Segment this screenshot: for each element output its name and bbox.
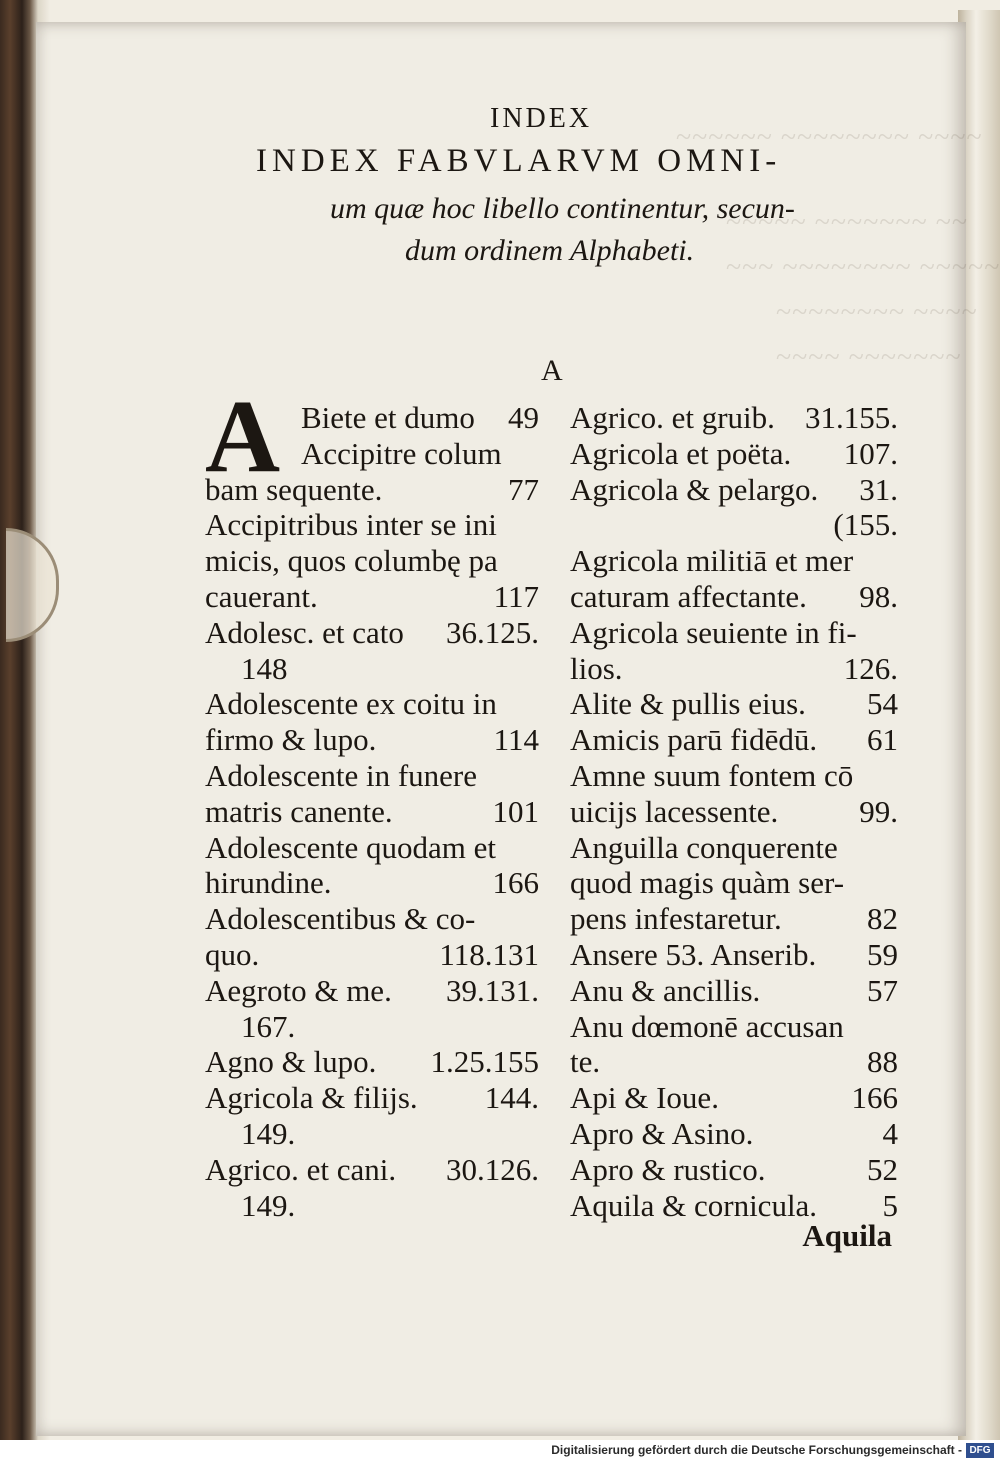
entry-title: Agricola & filijs. xyxy=(205,1080,418,1116)
index-entry xyxy=(205,507,539,543)
entry-page-number: 57 xyxy=(867,972,898,1008)
index-entry xyxy=(570,1009,898,1045)
index-entry xyxy=(205,472,539,508)
entry-title: Aquila & cornicula. xyxy=(570,1187,818,1223)
entry-title: Api & Ioue. xyxy=(570,1080,719,1116)
index-entry xyxy=(570,794,898,830)
entry-title: matris canente. xyxy=(205,793,393,829)
entry-page-number: 82 xyxy=(867,901,898,937)
index-subtitle-line-2: dum ordinem Alphabeti. xyxy=(405,234,695,267)
entry-title: Biete et dumo xyxy=(301,400,475,435)
footer-bar xyxy=(0,1440,1000,1462)
drop-capital: A xyxy=(205,379,281,494)
entry-page-number: 101 xyxy=(492,793,539,829)
dfg-logo-icon: DFG xyxy=(966,1443,994,1458)
index-title: INDEX FABVLARVM OMNI- xyxy=(256,143,782,179)
entry-title: Agricola militiā et mer xyxy=(570,543,854,579)
entry-title: quod magis quàm ser- xyxy=(570,865,845,901)
entry-page-number: (155. xyxy=(833,507,898,543)
entry-title: bam sequente. xyxy=(205,471,383,507)
index-entry xyxy=(570,865,898,901)
entry-page-number: 1.25.155 xyxy=(430,1044,539,1080)
book-page: ~~~~~~ ~~~~~~~~ ~~~~ ~~~~~ ~~~~~~~ ~~ ~~~ ~~~~~~~~ ~~~~~ ~~~~~~~~ ~~~~ ~~~~ ~~~~~~~ xyxy=(36,22,966,1436)
entry-page-number: 99. xyxy=(859,793,898,829)
entry-title: Adolescente quodam et xyxy=(205,829,496,865)
entry-page-number: 49 xyxy=(508,400,539,435)
entry-title: te. xyxy=(570,1044,601,1080)
entry-title: Adolescente ex coitu in xyxy=(205,686,497,722)
index-entry xyxy=(570,507,898,543)
entry-title: Aegroto & me. xyxy=(205,972,392,1008)
entry-title: caturam affectante. xyxy=(570,578,807,614)
entry-page-number: 126. xyxy=(843,650,898,686)
entry-title: Agricola et poëta. xyxy=(570,435,792,471)
index-entry xyxy=(570,937,898,973)
entry-page-number: 114 xyxy=(493,722,539,758)
entry-page-number: 54 xyxy=(867,686,898,722)
index-subtitle-line-1: um quæ hoc libello continentur, secun- xyxy=(330,192,795,225)
entry-title: 167. xyxy=(241,1008,296,1044)
index-entry xyxy=(570,722,898,758)
funding-credit: Digitalisierung gefördert durch die Deutsche Forschungsgemeinschaft - xyxy=(551,1443,962,1457)
index-column-left xyxy=(205,400,539,1223)
entry-title: Adolesc. et cato xyxy=(205,614,404,650)
entry-title: 148 xyxy=(241,650,288,686)
index-entry xyxy=(205,722,539,758)
index-entry xyxy=(205,1188,539,1224)
entry-page-number: 59 xyxy=(867,936,898,972)
index-entry xyxy=(570,436,898,472)
entry-title: Amne suum fontem cō xyxy=(570,757,854,793)
index-entry xyxy=(205,1116,539,1152)
index-entry xyxy=(205,865,539,901)
entry-page-number: 77 xyxy=(508,471,539,507)
entry-page-number: 52 xyxy=(867,1151,898,1187)
entry-title: Anguilla conquerente xyxy=(570,829,838,865)
entry-page-number: 88 xyxy=(867,1044,898,1080)
entry-title: Ansere 53. Anserib. xyxy=(570,936,817,972)
entry-title: Anu dœmonē accusan xyxy=(570,1008,844,1044)
entry-title: hirundine. xyxy=(205,865,332,901)
index-entry xyxy=(570,758,898,794)
entry-page-number: 166 xyxy=(851,1080,898,1116)
entry-page-number: 5 xyxy=(882,1187,898,1223)
entry-title: 149. xyxy=(241,1115,296,1151)
index-entry xyxy=(205,1044,539,1080)
index-entry xyxy=(570,1080,898,1116)
index-entry xyxy=(570,830,898,866)
index-entry xyxy=(570,973,898,1009)
index-entry xyxy=(205,1080,539,1116)
entry-title: Agno & lupo. xyxy=(205,1044,377,1080)
index-entry xyxy=(205,937,539,973)
catchword: Aquila xyxy=(802,1218,892,1253)
entry-page-number: 107. xyxy=(843,435,898,471)
section-letter: A xyxy=(541,354,563,387)
running-head: INDEX xyxy=(490,103,593,134)
index-entry xyxy=(570,901,898,937)
entry-title: 149. xyxy=(241,1187,296,1223)
entry-title: Accipitre colum xyxy=(301,435,502,471)
entry-page-number: 166 xyxy=(492,865,539,901)
entry-page-number: 118.131 xyxy=(439,936,539,972)
index-entry xyxy=(570,615,898,651)
index-entry xyxy=(205,1152,539,1188)
entry-title: Apro & Asino. xyxy=(570,1115,754,1151)
entry-title: firmo & lupo. xyxy=(205,722,377,758)
entry-page-number: 144. xyxy=(484,1080,539,1116)
entry-page-number: 31. xyxy=(859,471,898,507)
index-entry xyxy=(205,830,539,866)
index-column-right xyxy=(570,400,898,1223)
entry-page-number: 61 xyxy=(867,722,898,758)
entry-title: Adolescentibus & co- xyxy=(205,901,476,937)
index-entry xyxy=(205,973,539,1009)
index-entry xyxy=(205,758,539,794)
entry-page-number: 30.126. xyxy=(446,1151,539,1187)
entry-page-number: 36.125. xyxy=(446,614,539,650)
entry-page-number: 98. xyxy=(859,578,898,614)
index-entry xyxy=(570,579,898,615)
entry-title: cauerant. xyxy=(205,578,318,614)
index-entry xyxy=(570,686,898,722)
index-entry xyxy=(205,686,539,722)
entry-title: Alite & pullis eius. xyxy=(570,686,806,722)
entry-page-number: 117 xyxy=(493,578,539,614)
index-entry xyxy=(205,651,539,687)
entry-title: Agricola & pelargo. xyxy=(570,471,819,507)
index-entry xyxy=(570,1116,898,1152)
entry-title: Apro & rustico. xyxy=(570,1151,766,1187)
entry-title: Adolescente in funere xyxy=(205,757,477,793)
entry-page-number: 39.131. xyxy=(446,972,539,1008)
entry-title: Agrico. et cani. xyxy=(205,1151,397,1187)
index-entry xyxy=(570,1152,898,1188)
entry-title: lios. xyxy=(570,650,623,686)
index-entry xyxy=(205,579,539,615)
index-entry xyxy=(205,901,539,937)
entry-title: micis, quos columbę pa xyxy=(205,543,498,579)
index-entry xyxy=(570,472,898,508)
index-entry xyxy=(570,400,898,436)
index-entry xyxy=(205,436,539,472)
index-entry xyxy=(205,615,539,651)
index-entry xyxy=(570,543,898,579)
index-entry xyxy=(205,543,539,579)
index-entry xyxy=(205,794,539,830)
index-entry xyxy=(205,1009,539,1045)
entry-title: quo. xyxy=(205,936,260,972)
index-entry xyxy=(570,1044,898,1080)
entry-title: Anu & ancillis. xyxy=(570,972,761,1008)
entry-page-number: 4 xyxy=(882,1115,898,1151)
entry-title: Agricola seuiente in fi- xyxy=(570,614,857,650)
entry-page-number: 31.155. xyxy=(805,400,898,435)
entry-title: Accipitribus inter se ini xyxy=(205,507,497,543)
entry-title: Agrico. et gruib. xyxy=(570,400,775,435)
entry-title: pens infestaretur. xyxy=(570,901,782,937)
index-entry xyxy=(205,400,539,436)
entry-title: Amicis parū fidēdū. xyxy=(570,722,818,758)
index-entry xyxy=(570,651,898,687)
entry-title: uicijs lacessente. xyxy=(570,793,779,829)
